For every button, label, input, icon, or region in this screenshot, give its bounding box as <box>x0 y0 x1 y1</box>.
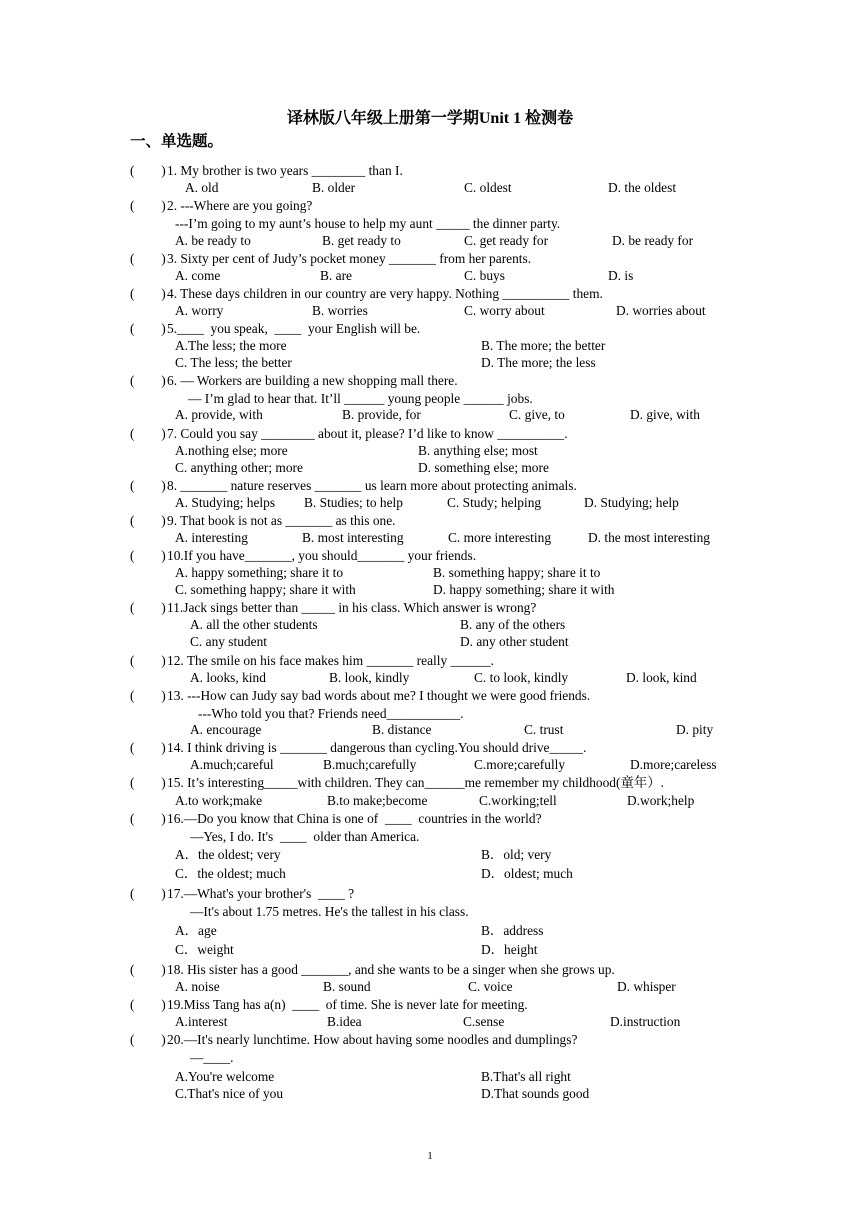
answer-bracket: ( ) <box>130 478 166 493</box>
option-text: C.more;carefully <box>474 757 566 772</box>
option-text: C. The less; the better <box>175 355 292 370</box>
option-text: A. looks, kind <box>190 670 266 685</box>
option-text: C. more interesting <box>448 530 552 545</box>
option-text: D. any other student <box>460 634 569 649</box>
option-text: C.working;tell <box>479 793 557 808</box>
question-text: 12. The smile on his face makes him _______ really ______. <box>167 653 495 668</box>
option-text: D. whisper <box>617 979 676 994</box>
question-text: 6. — Workers are building a new shopping mall there. <box>167 373 458 388</box>
question-text: 18. His sister has a good _______, and she wants to be a singer when she grows up. <box>167 962 615 977</box>
question-text: ---I’m going to my aunt’s house to help my aunt _____ the dinner party. <box>175 215 561 231</box>
option-text: D. the most interesting <box>588 530 710 545</box>
answer-bracket: ( ) <box>130 740 166 755</box>
question-text: 11.Jack sings better than _____ in his class. Which answer is wrong? <box>167 600 537 615</box>
option-text: C.sense <box>463 1014 505 1029</box>
option-text: C. anything other; more <box>175 460 303 475</box>
answer-bracket: ( ) <box>130 886 166 901</box>
option-text: B. sound <box>323 979 371 994</box>
option-text: B.idea <box>327 1014 362 1029</box>
option-text: D. is <box>608 268 634 283</box>
answer-bracket: ( ) <box>130 163 166 178</box>
option-text: D.work;help <box>627 793 695 808</box>
option-text: D. give, with <box>630 407 700 422</box>
question-text: 14. I think driving is _______ dangerous than cycling.You should drive_____. <box>167 740 587 755</box>
option-text: A. noise <box>175 979 220 994</box>
option-text: D.That sounds good <box>481 1086 590 1101</box>
option-text: C. oldest <box>464 180 512 195</box>
question-text: 7. Could you say ________ about it, please? I’d like to know __________. <box>167 426 568 441</box>
question-text: — I’m glad to hear that. It’ll ______ young people ______ jobs. <box>188 390 533 406</box>
question-text: 1. My brother is two years ________ than I. <box>167 163 403 178</box>
option-text: D.more;careless <box>630 757 717 772</box>
question-text: 8. _______ nature reserves _______ us learn more about protecting animals. <box>167 478 577 493</box>
option-text: B. any of the others <box>460 617 566 632</box>
answer-bracket: ( ) <box>130 962 166 977</box>
option-text: A. come <box>175 268 221 283</box>
answer-bracket: ( ) <box>130 653 166 668</box>
option-text: C.That's nice of you <box>175 1086 284 1101</box>
answer-bracket: ( ) <box>130 321 166 336</box>
question-text: ---Who told you that? Friends need___________. <box>198 705 464 721</box>
option-text: B.That's all right <box>481 1069 571 1084</box>
answer-bracket: ( ) <box>130 426 166 441</box>
option-text: A. happy something; share it to <box>175 565 344 580</box>
option-text: A. Studying; helps <box>175 495 276 510</box>
answer-bracket: ( ) <box>130 286 166 301</box>
option-text: A. old <box>185 180 219 195</box>
option-text: A.interest <box>175 1014 228 1029</box>
answer-bracket: ( ) <box>130 600 166 615</box>
option-text: D．height <box>481 942 538 957</box>
option-text: B. are <box>320 268 352 283</box>
option-text: A. encourage <box>190 722 262 737</box>
option-text: C. give, to <box>509 407 565 422</box>
question-text: —Yes, I do. It's ____ older than America. <box>190 828 420 844</box>
answer-bracket: ( ) <box>130 1032 166 1047</box>
option-text: B. Studies; to help <box>304 495 403 510</box>
answer-bracket: ( ) <box>130 513 166 528</box>
option-text: A.nothing else; more <box>175 443 288 458</box>
option-text: B. provide, for <box>342 407 421 422</box>
option-text: B. worries <box>312 303 368 318</box>
option-text: D. something else; more <box>418 460 549 475</box>
option-text: C. to look, kindly <box>474 670 569 685</box>
question-text: 19.Miss Tang has a(n) ____ of time. She is never late for meeting. <box>167 997 528 1012</box>
option-text: D. happy something; share it with <box>433 582 615 597</box>
option-text: D. The more; the less <box>481 355 596 370</box>
option-text: A. provide, with <box>175 407 263 422</box>
option-text: A. all the other students <box>190 617 318 632</box>
option-text: C. Study; helping <box>447 495 542 510</box>
option-text: D. look, kind <box>626 670 697 685</box>
question-text: 5.____ you speak, ____ your English will be. <box>167 321 421 336</box>
option-text: D. be ready for <box>612 233 694 248</box>
option-text: A.much;careful <box>190 757 274 772</box>
option-text: A. interesting <box>175 530 248 545</box>
option-text: B. distance <box>372 722 432 737</box>
option-text: B. older <box>312 180 356 195</box>
option-text: A.to work;make <box>175 793 263 808</box>
option-text: D. the oldest <box>608 180 677 195</box>
answer-bracket: ( ) <box>130 251 166 266</box>
option-text: B.to make;become <box>327 793 428 808</box>
option-text: C. voice <box>468 979 513 994</box>
option-text: A.You're welcome <box>175 1069 275 1084</box>
option-text: B. get ready to <box>322 233 401 248</box>
option-text: B. The more; the better <box>481 338 606 353</box>
question-text: 3. Sixty per cent of Judy’s pocket money _______ from her parents. <box>167 251 532 266</box>
section-heading: 一、单选题。 <box>130 133 224 150</box>
option-text: B. look, kindly <box>329 670 410 685</box>
option-text: A．age <box>175 923 217 938</box>
question-text: 9. That book is not as _______ as this one. <box>167 513 396 528</box>
question-text: —It's about 1.75 metres. He's the tallest in his class. <box>190 903 469 919</box>
question-text: 13. ---How can Judy say bad words about me? I thought we were good friends. <box>167 688 591 703</box>
question-text: 4. These days children in our country are very happy. Nothing __________ them. <box>167 286 603 301</box>
option-text: C．weight <box>175 942 234 957</box>
answer-bracket: ( ) <box>130 688 166 703</box>
answer-bracket: ( ) <box>130 548 166 563</box>
option-text: B．old; very <box>481 847 552 862</box>
option-text: B. anything else; most <box>418 443 538 458</box>
page-number: 1 <box>427 1150 433 1162</box>
option-text: D. Studying; help <box>584 495 679 510</box>
option-text: B. most interesting <box>302 530 404 545</box>
option-text: B．address <box>481 923 544 938</box>
answer-bracket: ( ) <box>130 997 166 1012</box>
question-text: —____. <box>190 1049 234 1065</box>
option-text: D. worries about <box>616 303 706 318</box>
option-text: B.much;carefully <box>323 757 417 772</box>
option-text: D．oldest; much <box>481 866 573 881</box>
option-text: A.The less; the more <box>175 338 287 353</box>
question-text: 16.—Do you know that China is one of ____ countries in the world? <box>167 811 542 826</box>
question-text: 15. It’s interesting_____with children. They can______me remember my childhood(童年）. <box>167 775 664 790</box>
option-text: C. something happy; share it with <box>175 582 356 597</box>
answer-bracket: ( ) <box>130 373 166 388</box>
option-text: D.instruction <box>610 1014 681 1029</box>
answer-bracket: ( ) <box>130 811 166 826</box>
option-text: C. trust <box>524 722 564 737</box>
option-text: A. be ready to <box>175 233 251 248</box>
option-text: A. worry <box>175 303 224 318</box>
answer-bracket: ( ) <box>130 198 166 213</box>
question-text: 10.If you have_______, you should_______ your friends. <box>167 548 477 563</box>
option-text: C. buys <box>464 268 505 283</box>
question-text: 2. ---Where are you going? <box>167 198 313 213</box>
answer-bracket: ( ) <box>130 775 166 790</box>
option-text: B. something happy; share it to <box>433 565 601 580</box>
option-text: C. any student <box>190 634 267 649</box>
option-text: D. pity <box>676 722 714 737</box>
page-title: 译林版八年级上册第一学期Unit 1 检测卷 <box>286 110 574 127</box>
question-text: 20.—It's nearly lunchtime. How about having some noodles and dumplings? <box>167 1032 578 1047</box>
question-text: 17.—What's your brother's ____ ? <box>167 886 355 901</box>
option-text: C. get ready for <box>464 233 549 248</box>
option-text: C．the oldest; much <box>175 866 286 881</box>
option-text: C. worry about <box>464 303 545 318</box>
option-text: A．the oldest; very <box>175 847 281 862</box>
